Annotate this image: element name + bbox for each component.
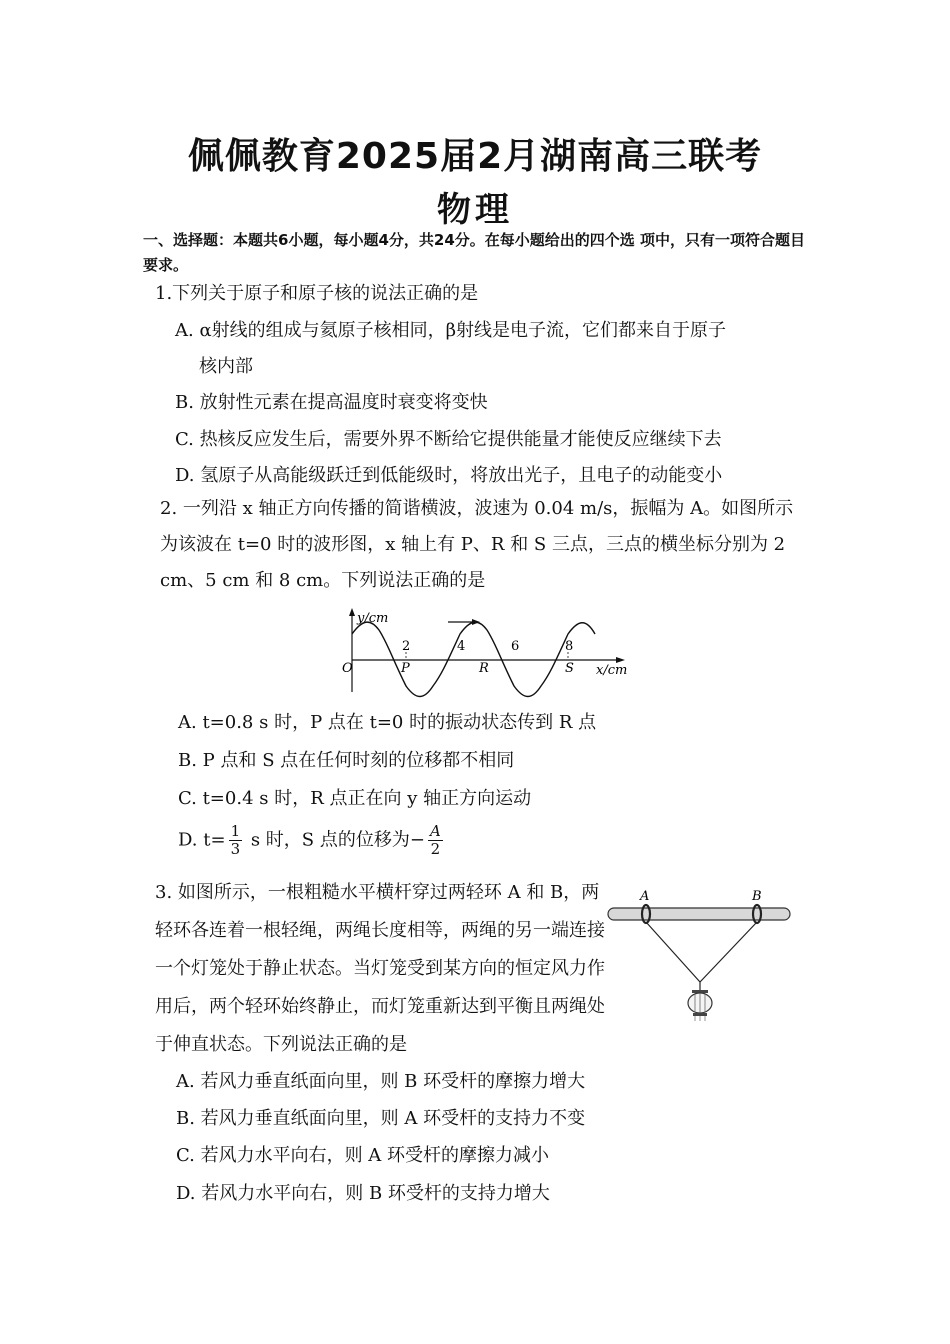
q2-option-b: B. P 点和 S 点在任何时刻的位移都不相同 (178, 750, 515, 771)
x-axis-label: x/cm (596, 663, 628, 678)
subject-title: 物理 (437, 190, 513, 230)
wave-figure (330, 600, 640, 700)
q2-option-d-fraction (229, 823, 243, 858)
q2-option-d-mid: s 时，S 点的位移为− (245, 829, 425, 851)
q1-stem: 1.下列关于原子和原子核的说法正确的是 (155, 283, 479, 304)
lantern-bottom (693, 1013, 707, 1016)
q2-option-a: A. t=0.8 s 时，P 点在 t=0 时的振动状态传到 R 点 (178, 712, 597, 733)
tick-4: 4 (457, 639, 466, 654)
q3-option-a: A. 若风力垂直纸面向里，则 B 环受杆的摩擦力增大 (176, 1071, 586, 1092)
exam-title: 佩佩教育2025届2月湖南高三联考 (187, 136, 763, 177)
q2-option-c: C. t=0.4 s 时，R 点正在向 y 轴正方向运动 (178, 788, 532, 809)
q3-option-d: D. 若风力水平向右，则 B 环受杆的支持力增大 (176, 1183, 550, 1204)
point-s: S (565, 661, 574, 676)
q3-option-c: C. 若风力水平向右，则 A 环受杆的摩擦力减小 (176, 1145, 550, 1166)
q2-d-numerator: 1 (230, 822, 241, 840)
q1-option-a: A. α射线的组成与氦原子核相同，β射线是电子流，它们都来自于原子 (175, 320, 727, 341)
rope-b (700, 922, 757, 982)
q2-d-denominator2: 2 (430, 840, 441, 858)
y-axis-label: y/cm (357, 611, 389, 626)
q2-d-numerator2: A (429, 822, 441, 840)
q1-option-b: B. 放射性元素在提高温度时衰变将变快 (175, 392, 488, 413)
q3-option-b: B. 若风力垂直纸面向里，则 A 环受杆的支持力不变 (176, 1108, 586, 1129)
q2-stem: 2. 一列沿 x 轴正方向传播的简谐横波，波速为 0.04 m/s，振幅为 A。如图所示为该波在 t=0 时的波形图，x 轴上有 P、R 和 S 三点，三点的横坐标分别为 2 cm、5 cm 和 8 cm。下列说法正确的是 (160, 498, 794, 591)
tick-2: 2 (402, 639, 411, 654)
point-p: P (401, 661, 410, 676)
origin-label: O (342, 661, 353, 676)
rope-a (646, 922, 700, 982)
point-r: R (479, 661, 489, 676)
q1-option-a-cont: 核内部 (199, 356, 253, 377)
q2-d-denominator: 3 (230, 840, 241, 858)
y-axis-arrow (349, 608, 355, 616)
q2-option-d (178, 823, 446, 858)
horizontal-rod (608, 908, 790, 920)
wave-curve (352, 622, 595, 696)
q3-stem: 3. 如图所示，一根粗糙水平横杆穿过两轻环 A 和 B，两轻环各连着一根轻绳，两绳长度相等，两绳的另一端连接一个灯笼处于静止状态。当灯笼受到某方向的恒定风力作用后，两个轻环始终静止，而灯笼重新达到平衡且两绳处于伸直状态。下列说法正确的是 (155, 882, 605, 1055)
ring-b-label: B (752, 889, 762, 904)
q1-option-d: D. 氢原子从高能级跃迁到低能级时，将放出光子，且电子的动能变小 (175, 465, 723, 486)
tick-6: 6 (511, 639, 520, 654)
propagation-arrow-head (472, 619, 480, 625)
q1-option-c: C. 热核反应发生后，需要外界不断给它提供能量才能使反应继续下去 (175, 429, 722, 450)
q2-option-d-fraction2 (428, 823, 443, 858)
tick-8: 8 (565, 639, 574, 654)
lantern-figure (600, 882, 800, 1022)
q2-option-d-prefix: D. t= (178, 829, 226, 851)
section-instructions: 一、选择题：本题共6小题，每小题4分，共24分。在每小题给出的四个选 项中，只有一项符合题目要求。 (143, 231, 805, 274)
ring-a-label: A (640, 889, 650, 904)
